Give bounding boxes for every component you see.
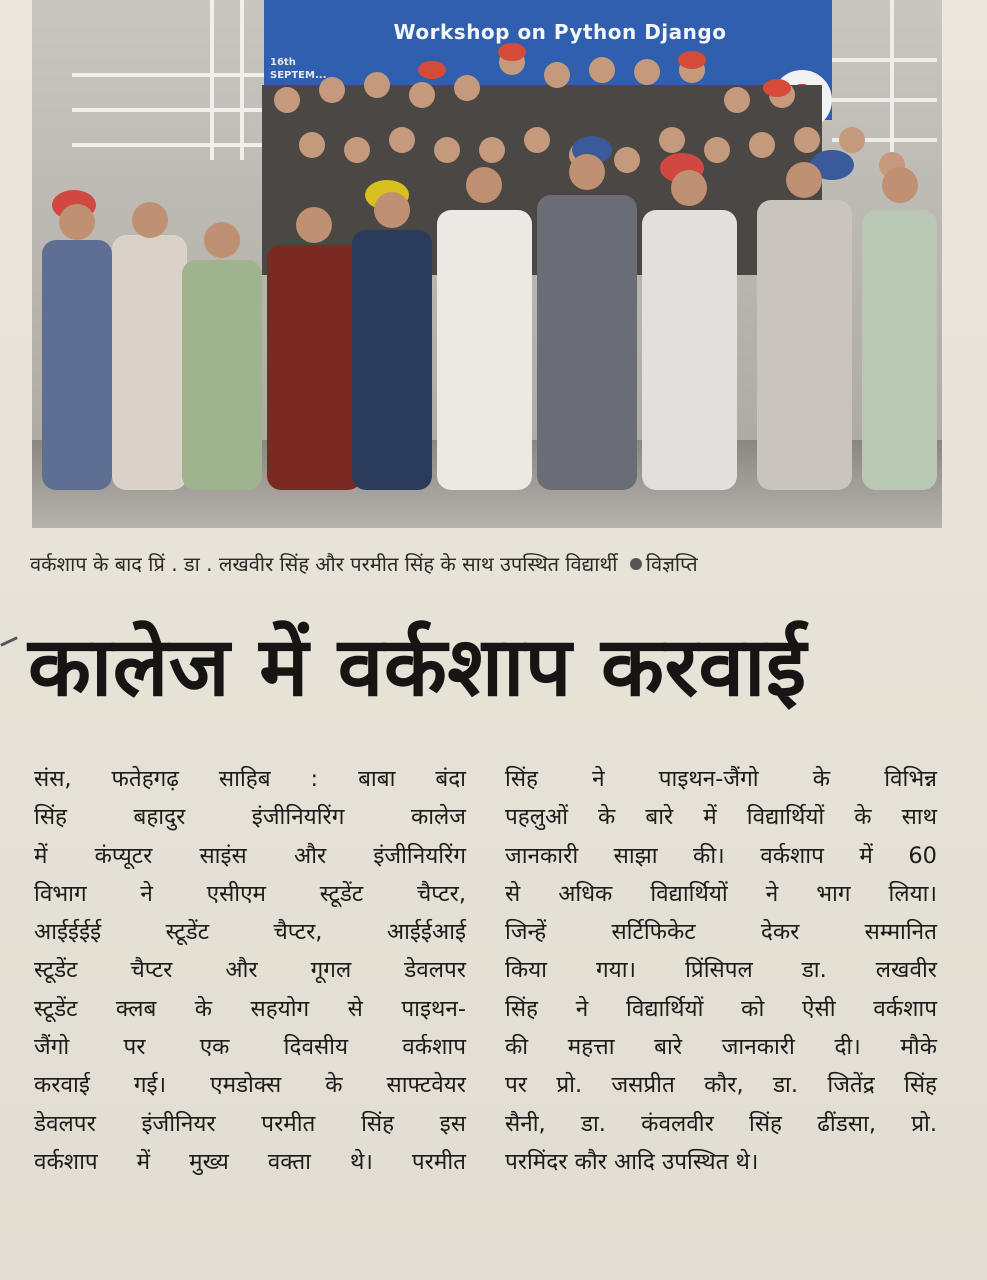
headline: कालेज में वर्कशाप करवाई xyxy=(28,620,807,715)
article-line: जिन्हें सर्टिफिकेट देकर सम्मानित xyxy=(505,919,937,946)
article-line: किया गया। प्रिंसिपल डा. लखवीर xyxy=(505,957,937,984)
article-line: विभाग ने एसीएम स्टूडेंट चैप्टर, xyxy=(34,880,466,907)
article-line: सैनी, डा. कंवलवीर सिंह ढींडसा, प्रो. xyxy=(505,1110,937,1137)
photo-caption xyxy=(30,550,950,577)
article-line: पहलुओं के बारे में विद्यार्थियों के साथ xyxy=(505,804,937,831)
article-line: जैंगो पर एक दिवसीय वर्कशाप xyxy=(34,1034,466,1061)
banner-date xyxy=(270,56,326,82)
bullet-icon xyxy=(630,558,642,570)
banner-date-line: 16th xyxy=(270,57,296,68)
article-line: वर्कशाप में मुख्य वक्ता थे। परमीत xyxy=(34,1148,466,1175)
article-column-left xyxy=(34,760,466,1181)
article-line: संस, फतेहगढ़ साहिब : बाबा बंदा xyxy=(34,766,466,792)
article-column-right xyxy=(505,760,937,1181)
article-line: स्टूडेंट चैप्टर और गूगल डेवलपर xyxy=(34,957,466,984)
banner-title: Workshop on Python Django xyxy=(393,20,727,44)
article-line: सिंह बहादुर इंजीनियरिंग कालेज xyxy=(34,804,466,831)
article-line: करवाई गई। एमडोक्स के साफ्टवेयर xyxy=(34,1072,466,1099)
group-photo-illustration xyxy=(32,0,942,528)
article-line: में कंप्यूटर साइंस और इंजीनियरिंग xyxy=(34,842,466,869)
article-line: परमिंदर कौर आदि उपस्थित थे। xyxy=(505,1148,759,1175)
article-line: सिंह ने विद्यार्थियों को ऐसी वर्कशाप xyxy=(505,995,937,1022)
article-line: आईईईई स्टूडेंट चैप्टर, आईईआई xyxy=(34,919,466,946)
article-line: सिंह ने पाइथन-जैंगो के विभिन्न xyxy=(505,766,937,792)
article-line: पर प्रो. जसप्रीत कौर, डा. जितेंद्र सिंह xyxy=(505,1072,937,1099)
article-line: जानकारी साझा की। वर्कशाप में 60 xyxy=(505,842,937,869)
article-line: डेवलपर इंजीनियर परमीत सिंह इस xyxy=(34,1110,466,1137)
banner-date-line: SEPTEM... xyxy=(270,70,327,81)
caption-credit xyxy=(630,552,698,576)
article-line: से अधिक विद्यार्थियों ने भाग लिया। xyxy=(505,880,937,907)
caption-text: वर्कशाप के बाद प्रिं . डा . लखवीर सिंह और परमीत सिंह के साथ उपस्थित विद्यार्थी xyxy=(30,552,618,576)
caption-credit-text: विज्ञप्ति xyxy=(645,552,698,576)
article-line: स्टूडेंट क्लब के सहयोग से पाइथन- xyxy=(34,995,466,1022)
article-line: की महत्ता बारे जानकारी दी। मौके xyxy=(505,1034,937,1061)
group-photo xyxy=(32,0,942,528)
